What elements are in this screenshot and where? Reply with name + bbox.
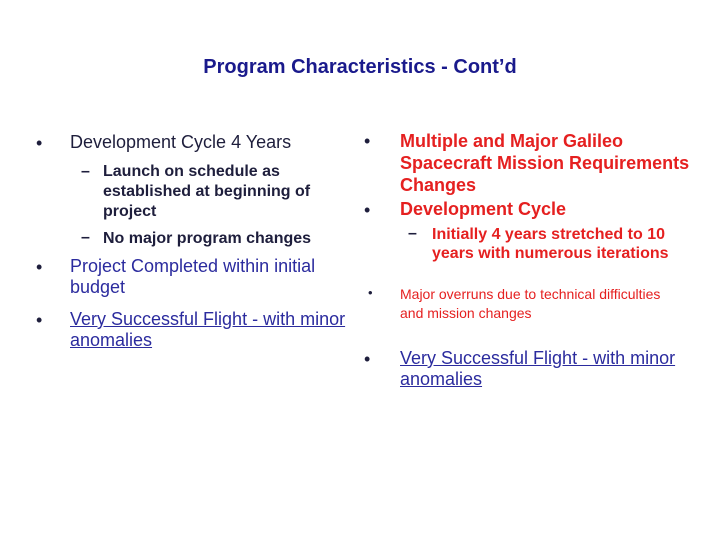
right-bullet-major-overruns: Major overruns due to technical difficulties and mission changes bbox=[400, 286, 661, 321]
left-bullet-very-successful-flight[interactable]: Very Successful Flight - with minor anomalies bbox=[70, 309, 346, 350]
right-sub-initially-4-years: Initially 4 years stretched to 10 years with numerous iterations bbox=[432, 226, 669, 262]
dash-icon: – bbox=[81, 229, 90, 246]
slide-title: Program Characteristics - Cont’d bbox=[203, 56, 517, 78]
dash-icon: – bbox=[408, 225, 417, 242]
left-sub-no-major-changes: No major program changes bbox=[103, 230, 312, 247]
dash-icon: – bbox=[81, 163, 90, 180]
bullet-icon: • bbox=[364, 131, 371, 151]
bullet-icon: • bbox=[364, 200, 371, 220]
left-sub-launch-on-schedule: Launch on schedule as established at beginning of project bbox=[103, 163, 311, 220]
right-bullet-galileo-requirements: Multiple and Major Galileo Spacecraft Mission Requirements Changes bbox=[400, 131, 690, 195]
bullet-icon: • bbox=[36, 133, 43, 153]
bullet-icon: • bbox=[364, 349, 371, 369]
bullet-icon: • bbox=[36, 257, 43, 277]
bullet-icon: • bbox=[36, 310, 43, 330]
right-bullet-development-cycle: Development Cycle bbox=[400, 199, 567, 219]
bullet-icon: • bbox=[368, 285, 373, 300]
left-bullet-project-completed: Project Completed within initial budget bbox=[70, 256, 316, 297]
left-bullet-development-cycle: Development Cycle 4 Years bbox=[70, 132, 292, 152]
right-bullet-very-successful-flight[interactable]: Very Successful Flight - with minor anomalies bbox=[400, 348, 676, 389]
